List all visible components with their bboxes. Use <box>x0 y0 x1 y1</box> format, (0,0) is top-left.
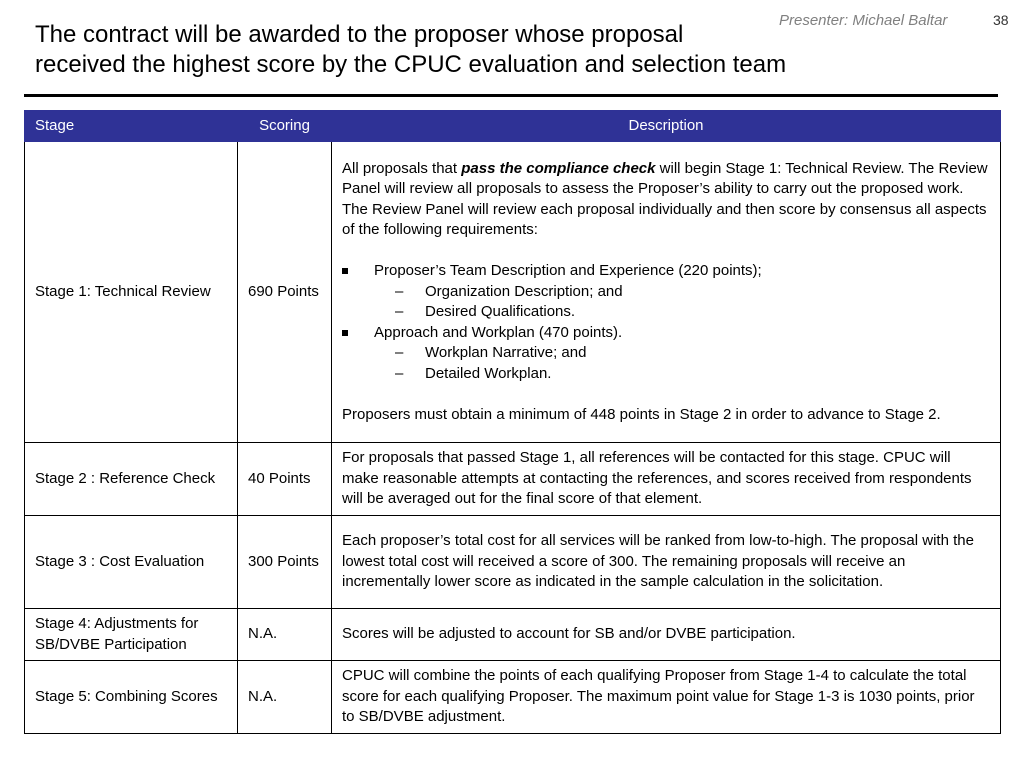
description-cell: For proposals that passed Stage 1, all references will be contacted for this stage. CPUC will make reasonable attempts at contacting the references, and scores received from respondents will be averaged out for the final score of that element. <box>332 443 1001 516</box>
list-item-text: Approach and Workplan (470 points). <box>374 323 623 341</box>
list-item <box>342 323 990 344</box>
dash-bullet: – <box>395 282 404 300</box>
table-row <box>25 443 1001 516</box>
square-bullet-icon <box>342 330 348 336</box>
stage-cell: Stage 5: Combining Scores <box>25 661 238 734</box>
slide-number: 38 <box>993 12 1009 28</box>
table-header-row <box>25 111 1001 142</box>
scoring-cell: 690 Points <box>238 142 332 443</box>
table-row <box>25 609 1001 661</box>
list-item <box>342 343 990 364</box>
slide-title-line-2: received the highest score by the CPUC evaluation and selection team <box>35 51 787 78</box>
scoring-cell: 300 Points <box>238 516 332 609</box>
stage1-intro-emphasis: pass the compliance check <box>461 159 656 177</box>
description-cell <box>332 142 1001 443</box>
spacer <box>342 241 990 262</box>
list-item-text: Detailed Workplan. <box>425 364 552 382</box>
list-item-text: Organization Description; and <box>425 282 623 300</box>
evaluation-stages-table <box>24 110 1001 734</box>
list-item <box>342 282 990 303</box>
description-cell: CPUC will combine the points of each qualifying Proposer from Stage 1-4 to calculate the total score for each qualifying Proposer. The maximum point value for Stage 1-3 is 1030 points, prior to SB/DVBE adjustment. <box>332 661 1001 734</box>
stage-cell: Stage 1: Technical Review <box>25 142 238 443</box>
stage-cell: Stage 3 : Cost Evaluation <box>25 516 238 609</box>
stage-cell: Stage 4: Adjustments for SB/DVBE Participation <box>25 609 238 661</box>
table-row <box>25 142 1001 443</box>
list-item <box>342 364 990 385</box>
square-bullet-icon <box>342 268 348 274</box>
stage-cell: Stage 2 : Reference Check <box>25 443 238 516</box>
list-item-text: Desired Qualifications. <box>425 303 576 321</box>
description-cell: Each proposer’s total cost for all services will be ranked from low-to-high. The proposal with the lowest total cost will received a score of 300. The remaining proposals will receive an incrementally lower score as indicated in the sample calculation in the solicitation. <box>332 516 1001 609</box>
scoring-cell: N.A. <box>238 661 332 734</box>
requirements-list <box>342 261 990 384</box>
slide-title-line-1: The contract will be awarded to the proposer whose proposal <box>35 21 684 48</box>
scoring-cell: N.A. <box>238 609 332 661</box>
description-cell: Scores will be adjusted to account for SB and/or DVBE participation. <box>332 609 1001 661</box>
stage1-closing: Proposers must obtain a minimum of 448 points in Stage 2 in order to advance to Stage 2. <box>342 405 941 423</box>
stage1-intro <box>342 159 990 241</box>
stage1-intro-text: All proposals that <box>342 159 462 177</box>
slide-title <box>35 20 865 80</box>
column-header-stage: Stage <box>25 111 238 142</box>
column-header-scoring: Scoring <box>238 111 332 142</box>
list-item-text: Workplan Narrative; and <box>425 344 587 362</box>
dash-bullet: – <box>395 364 404 382</box>
title-divider <box>24 94 998 97</box>
dash-bullet: – <box>395 303 404 321</box>
list-item-text: Proposer’s Team Description and Experience (220 points); <box>374 262 762 280</box>
column-header-description: Description <box>332 111 1001 142</box>
spacer <box>342 384 990 405</box>
scoring-cell: 40 Points <box>238 443 332 516</box>
presenter-label: Presenter: Michael Baltar <box>779 12 948 29</box>
table-row <box>25 661 1001 734</box>
table-row <box>25 516 1001 609</box>
list-item <box>342 261 990 282</box>
dash-bullet: – <box>395 344 404 362</box>
stage1-intro-text-cont: will begin Stage 1: Technical Review. The Review Panel will review all proposals to assess the Proposer’s ability to carry out the proposed work. The Review Panel will review each proposal individually and then score by consensus all aspects of the following requirements: <box>342 159 988 239</box>
list-item <box>342 302 990 323</box>
